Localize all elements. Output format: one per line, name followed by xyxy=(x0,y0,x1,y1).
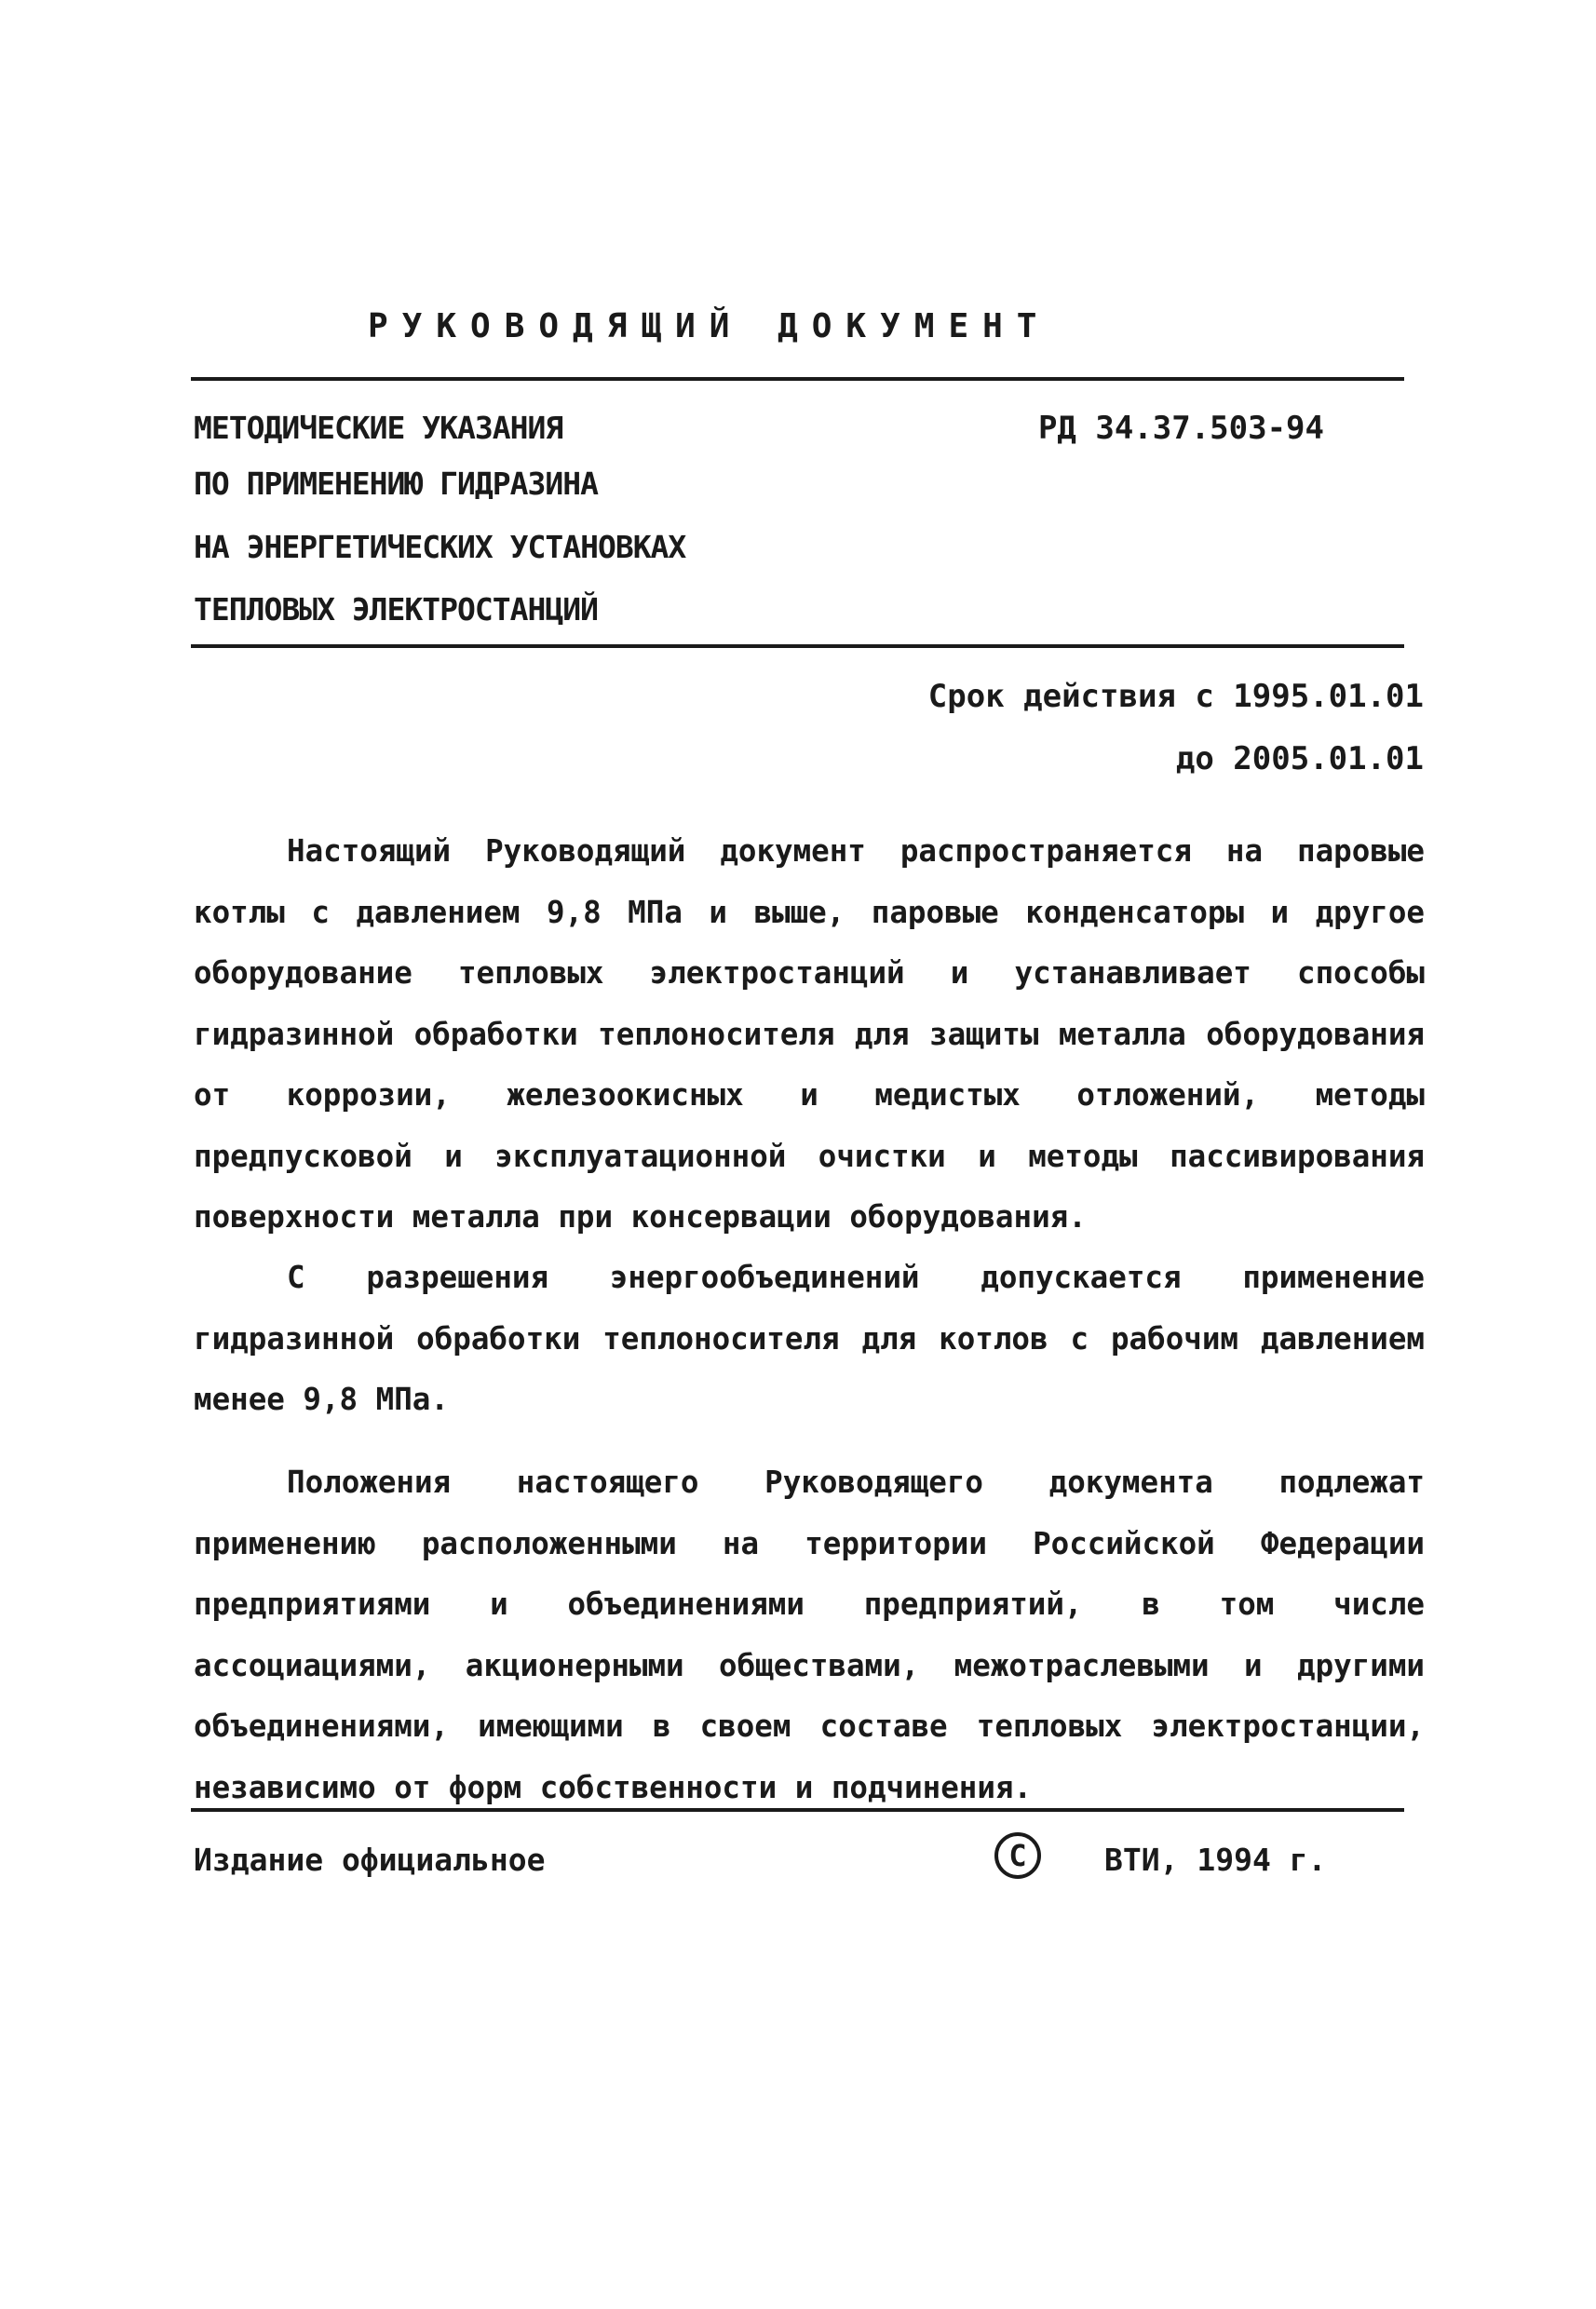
edition-label: Издание официальное xyxy=(194,1842,546,1878)
copyright-icon xyxy=(994,1832,1041,1879)
title-line-2: ПО ПРИМЕНЕНИЮ ГИДРАЗИНА xyxy=(194,466,598,502)
publisher-label: ВТИ, 1994 г. xyxy=(1104,1842,1327,1878)
footer-rule xyxy=(191,1808,1404,1812)
paragraph-permission: С разрешения энергообъединений допускается применение гидразинной обработки теплоносителя для котлов с рабочим давлением менее 9,8 МПа. xyxy=(194,1260,1425,1417)
title-rule xyxy=(191,644,1404,648)
top-rule xyxy=(191,377,1404,381)
document-heading: РУКОВОДЯЩИЙ ДОКУМЕНТ xyxy=(368,307,1051,345)
paragraph-applicability: Положения настоящего Руководящего документа подлежат применению расположенными на территории Российской Федерации предприятиями и объединениями предприятий, в том числе ассоциациями, акционерными обществами, межотраслевыми и другими объединениями, имеющими в своем составе тепловых электростанции, независимо от форм собственности и подчинения. xyxy=(194,1465,1425,1805)
paragraph-scope: Настоящий Руководящий документ распространяется на паровые котлы с давлением 9,8 МПа и выше, паровые конденсаторы и другое оборудование тепловых электростанций и устанавливает способы гидразинной обработки теплоносителя для защиты металла оборудования от коррозии, железоокисных и медистых отложений, методы предпусковой и эксплуатационной очистки и методы пассивирования поверхности металла при консервации оборудования. xyxy=(194,833,1425,1235)
validity-to: до 2005.01.01 xyxy=(1175,740,1424,777)
title-line-4: ТЕПЛОВЫХ ЭЛЕКТРОСТАНЦИЙ xyxy=(194,591,598,628)
document-number: РД 34.37.503-94 xyxy=(1037,410,1324,447)
title-line-3: НА ЭНЕРГЕТИЧЕСКИХ УСТАНОВКАХ xyxy=(194,529,686,565)
title-line-1: МЕТОДИЧЕСКИЕ УКАЗАНИЯ xyxy=(194,410,563,446)
copyright-letter: C xyxy=(1008,1838,1027,1873)
validity-from: Срок действия с 1995.01.01 xyxy=(927,678,1424,715)
